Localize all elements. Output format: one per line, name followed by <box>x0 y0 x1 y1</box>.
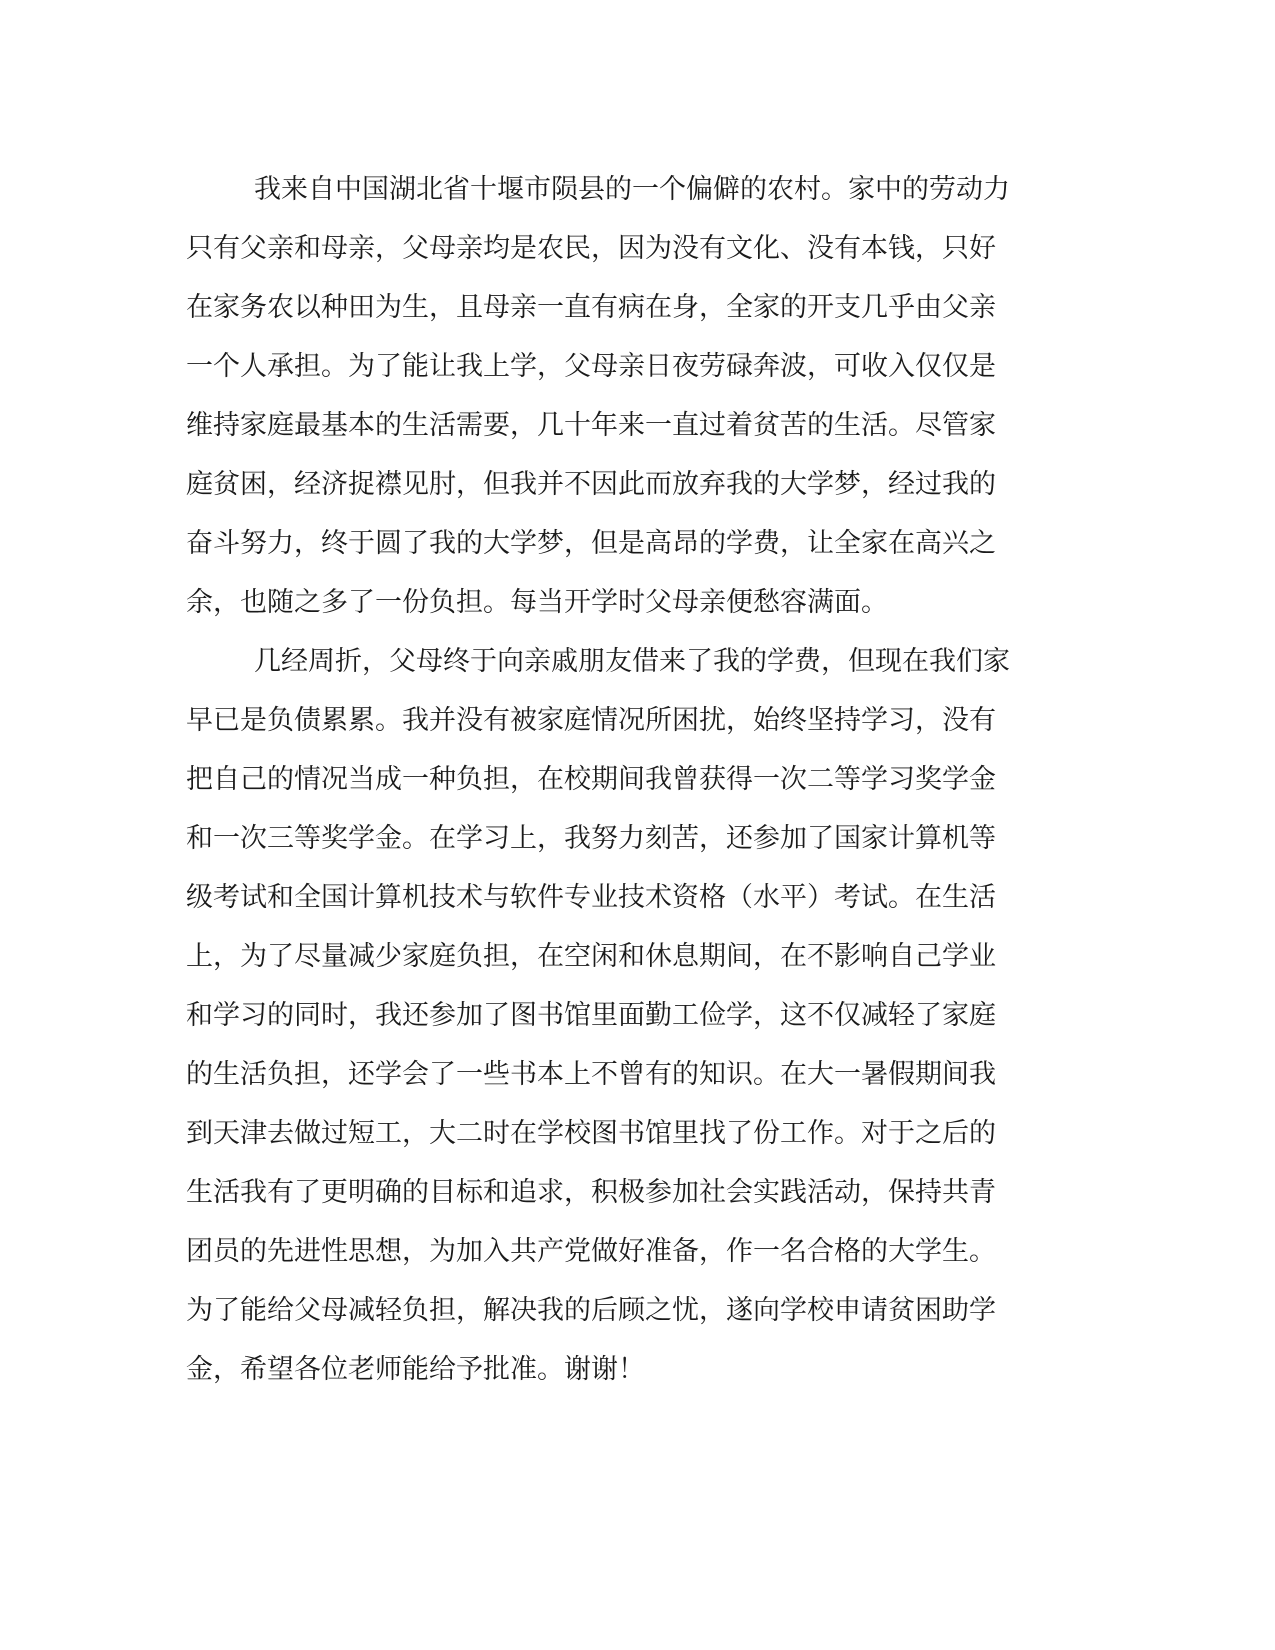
paragraph-2-line-12: 为了能给父母减轻负担，解决我的后顾之忧，遂向学校申请贫困助学 <box>186 1295 996 1326</box>
paragraph-1-line-7: 奋斗努力，终于圆了我的大学梦，但是高昂的学费，让全家在高兴之 <box>186 528 996 559</box>
paragraph-2-line-3: 把自己的情况当成一种负担，在校期间我曾获得一次二等学习奖学金 <box>186 764 996 795</box>
paragraph-2-line-4: 和一次三等奖学金。在学习上，我努力刻苦，还参加了国家计算机等 <box>186 823 996 854</box>
letter-body <box>186 160 1026 1399</box>
paragraph-2-line-5: 级考试和全国计算机技术与软件专业技术资格（水平）考试。在生活 <box>186 882 996 913</box>
paragraph-1-line-2: 只有父亲和母亲，父母亲均是农民，因为没有文化、没有本钱，只好 <box>186 233 996 264</box>
paragraph-1-line-3: 在家务农以种田为生，且母亲一直有病在身，全家的开支几乎由父亲 <box>186 292 996 323</box>
paragraph-2-line-1: 几经周折，父母终于向亲戚朋友借来了我的学费，但现在我们家 <box>254 646 1010 677</box>
paragraph-2-line-11: 团员的先进性思想，为加入共产党做好准备，作一名合格的大学生。 <box>186 1236 996 1267</box>
paragraph-2-line-13: 金，希望各位老师能给予批准。谢谢！ <box>186 1354 645 1385</box>
paragraph-1-line-6: 庭贫困，经济捉襟见肘，但我并不因此而放弃我的大学梦，经过我的 <box>186 469 996 500</box>
paragraph-2-line-8: 的生活负担，还学会了一些书本上不曾有的知识。在大一暑假期间我 <box>186 1059 996 1090</box>
paragraph-2-line-9: 到天津去做过短工，大二时在学校图书馆里找了份工作。对于之后的 <box>186 1118 996 1149</box>
paragraph-2-line-7: 和学习的同时，我还参加了图书馆里面勤工俭学，这不仅减轻了家庭 <box>186 1000 996 1031</box>
paragraph-2-line-2: 早已是负债累累。我并没有被家庭情况所困扰，始终坚持学习，没有 <box>186 705 996 736</box>
paragraph-1-line-8: 余，也随之多了一份负担。每当开学时父母亲便愁容满面。 <box>186 587 888 618</box>
paragraph-1-line-1: 我来自中国湖北省十堰市陨县的一个偏僻的农村。家中的劳动力 <box>254 174 1010 205</box>
paragraph-1-line-4: 一个人承担。为了能让我上学，父母亲日夜劳碌奔波，可收入仅仅是 <box>186 351 996 382</box>
paragraph-1-line-5: 维持家庭最基本的生活需要，几十年来一直过着贫苦的生活。尽管家 <box>186 410 996 441</box>
paragraph-2-line-10: 生活我有了更明确的目标和追求，积极参加社会实践活动，保持共青 <box>186 1177 996 1208</box>
paragraph-2-line-6: 上，为了尽量减少家庭负担，在空闲和休息期间，在不影响自己学业 <box>186 941 996 972</box>
